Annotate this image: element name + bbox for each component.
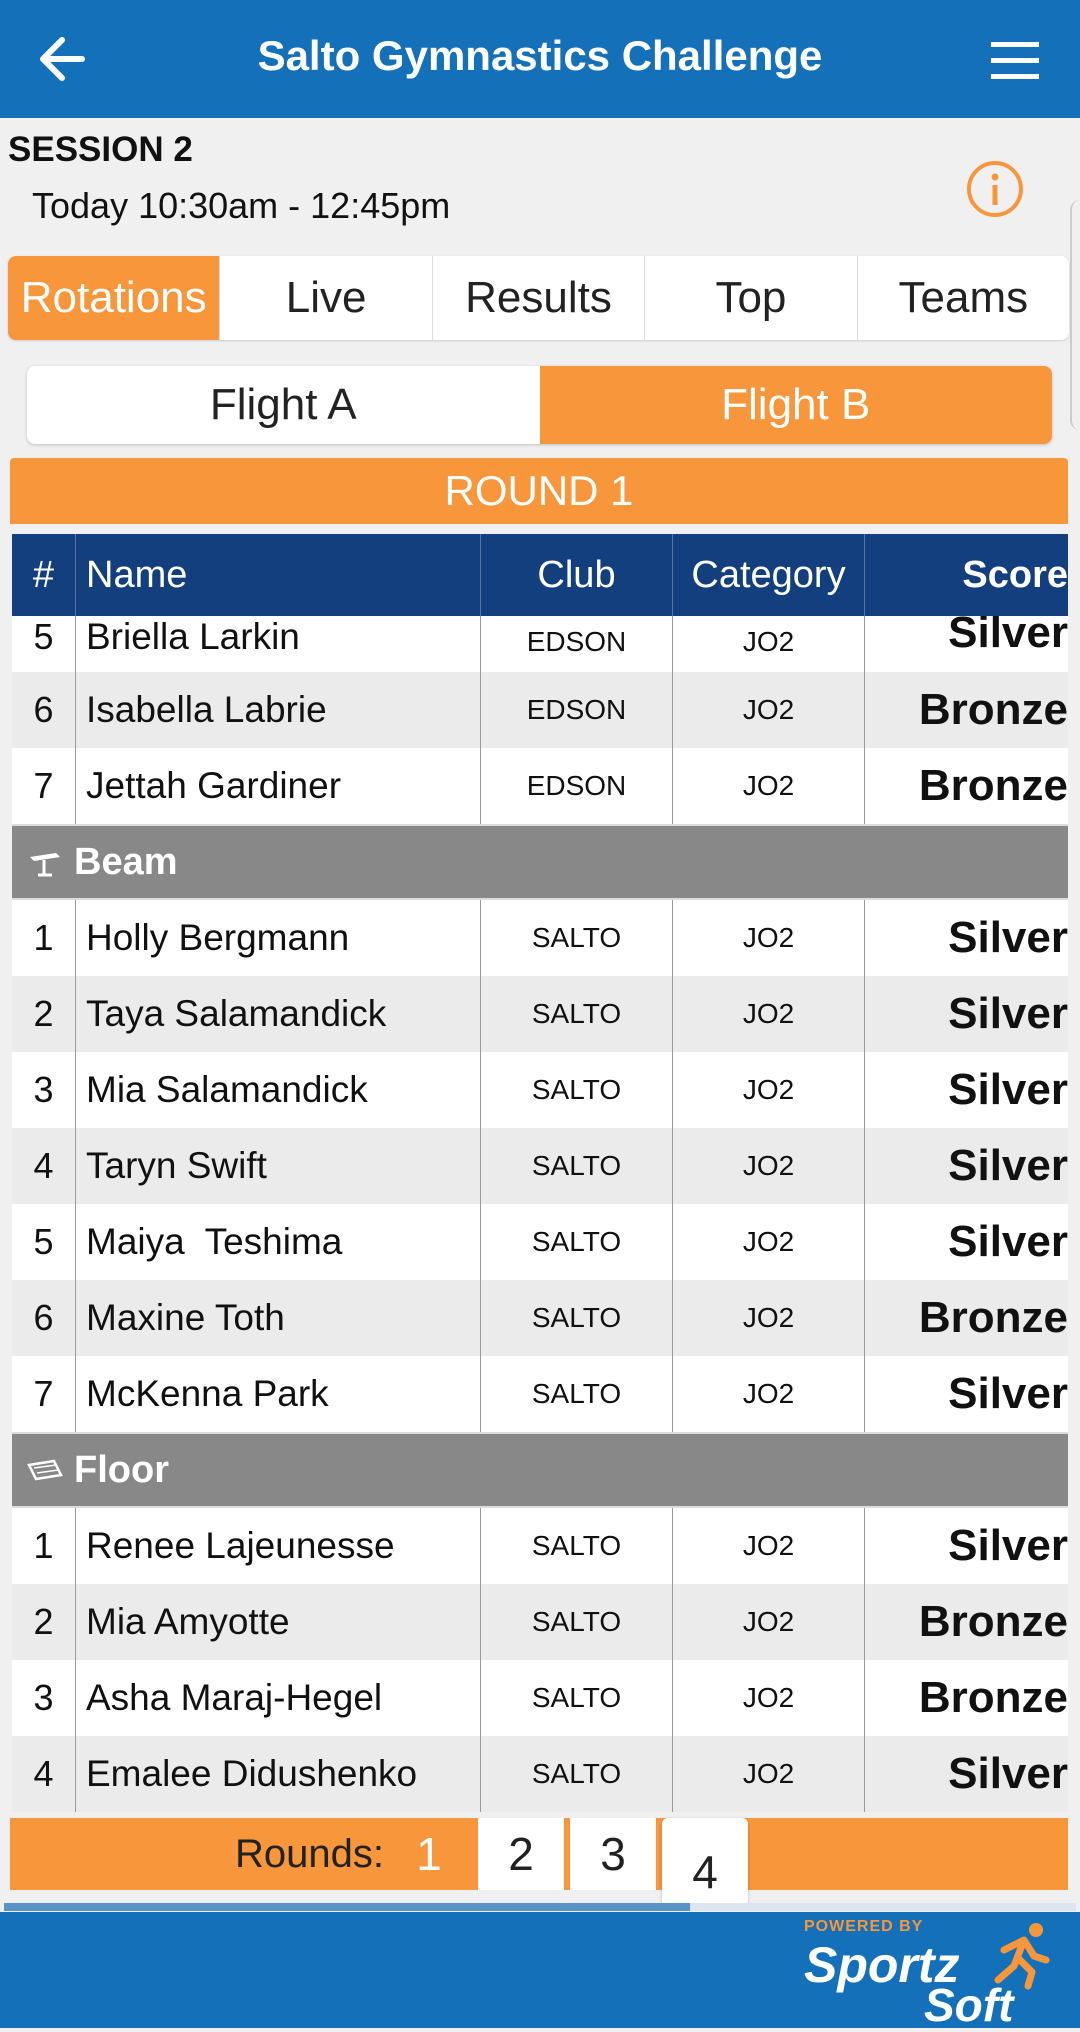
row-category: JO2: [673, 1508, 865, 1584]
row-category: JO2: [673, 1052, 865, 1128]
brand-sportz: Sportz: [804, 1937, 960, 1993]
row-category: JO2: [673, 976, 865, 1052]
row-score: Bronze: [918, 1673, 1068, 1722]
row-category: JO2: [673, 900, 865, 976]
row-score: Bronze: [918, 685, 1068, 734]
scroll-progress-fill: [4, 1903, 690, 1911]
row-club: SALTO: [481, 1660, 673, 1736]
row-name: Mia Salamandick: [76, 1052, 481, 1128]
row-club: EDSON: [481, 616, 673, 672]
row-name: Taryn Swift: [76, 1128, 481, 1204]
session-time: Today 10:30am - 12:45pm: [32, 185, 451, 226]
header-name: Name: [76, 534, 481, 616]
row-num: 2: [12, 976, 76, 1052]
row-club: SALTO: [481, 1052, 673, 1128]
row-num: 1: [12, 1508, 76, 1584]
row-category: JO2: [673, 672, 865, 748]
row-score: Silver: [948, 913, 1068, 962]
row-num: 7: [12, 1356, 76, 1432]
flight-switcher: [27, 366, 1052, 444]
row-num: 5: [12, 1204, 76, 1280]
apparatus-header-floor: [12, 1432, 1068, 1508]
table-row: [12, 1584, 1068, 1660]
table-row: [12, 1660, 1068, 1736]
row-num: 5: [12, 616, 76, 672]
row-name: Jettah Gardiner: [76, 748, 481, 824]
row-club: EDSON: [481, 672, 673, 748]
apparatus-label: Beam: [74, 840, 178, 883]
rounds-label: Rounds:: [235, 1832, 384, 1876]
row-score: Silver: [948, 1141, 1068, 1190]
row-score: Bronze: [918, 761, 1068, 810]
table-row: [12, 1508, 1068, 1584]
row-score: Silver: [948, 1369, 1068, 1418]
tab-teams[interactable]: Teams: [857, 256, 1069, 340]
scroll-progress-bar: [4, 1903, 1076, 1911]
tab-top[interactable]: Top: [644, 256, 856, 340]
row-club: SALTO: [481, 976, 673, 1052]
table-row: [12, 1280, 1068, 1356]
apparatus-header-beam: [12, 824, 1068, 900]
row-num: 7: [12, 748, 76, 824]
row-score: Silver: [948, 616, 1068, 657]
session-title: SESSION 2: [8, 130, 193, 169]
hamburger-menu-icon[interactable]: [985, 30, 1045, 90]
row-club: SALTO: [481, 1128, 673, 1204]
row-category: JO2: [673, 1660, 865, 1736]
brand-soft: Soft: [924, 1979, 1014, 2031]
row-score: Silver: [948, 989, 1068, 1038]
round-3-button[interactable]: 3: [570, 1818, 656, 1890]
row-category: JO2: [673, 748, 865, 824]
table-row: [12, 976, 1068, 1052]
row-num: 4: [12, 1128, 76, 1204]
row-score: Silver: [948, 1217, 1068, 1266]
row-club: SALTO: [481, 900, 673, 976]
row-category: JO2: [673, 1356, 865, 1432]
row-score: Silver: [948, 1749, 1068, 1798]
row-category: JO2: [673, 1280, 865, 1356]
row-name: Asha Maraj-Hegel: [76, 1660, 481, 1736]
app-bar: [0, 0, 1080, 118]
header-category: Category: [673, 534, 865, 616]
row-num: 6: [12, 672, 76, 748]
row-num: 4: [12, 1736, 76, 1812]
table-row: [12, 1736, 1068, 1812]
round-4-button[interactable]: 4: [662, 1818, 748, 1906]
row-name: Holly Bergmann: [76, 900, 481, 976]
flight-b-button[interactable]: Flight B: [540, 366, 1053, 444]
round-2-button[interactable]: 2: [478, 1818, 564, 1890]
row-category: JO2: [673, 1204, 865, 1280]
row-name: Maiya Teshima: [76, 1204, 481, 1280]
row-club: SALTO: [481, 1204, 673, 1280]
runner-icon: [984, 1920, 1054, 1990]
row-num: 6: [12, 1280, 76, 1356]
table-header: [12, 534, 1068, 616]
row-score: Silver: [948, 1521, 1068, 1570]
apparatus-label: Floor: [74, 1448, 169, 1491]
rotation-list[interactable]: [12, 616, 1068, 1812]
page-title: Salto Gymnastics Challenge: [257, 32, 823, 79]
scroll-indicator: [1070, 200, 1080, 430]
row-score: Silver: [948, 1065, 1068, 1114]
row-name: Mia Amyotte: [76, 1584, 481, 1660]
beam-icon: [26, 843, 64, 881]
row-name: Emalee Didushenko: [76, 1736, 481, 1812]
header-score: Score: [962, 554, 1068, 596]
row-category: JO2: [673, 616, 865, 672]
row-category: JO2: [673, 1584, 865, 1660]
row-club: SALTO: [481, 1280, 673, 1356]
table-row: [12, 1128, 1068, 1204]
row-name: Isabella Labrie: [76, 672, 481, 748]
tab-live[interactable]: Live: [219, 256, 431, 340]
info-circle-icon[interactable]: [964, 158, 1026, 220]
round-1-button[interactable]: 1: [386, 1818, 472, 1890]
table-row: [12, 1204, 1068, 1280]
sportzsoft-logo[interactable]: [804, 1916, 1054, 2031]
row-num: 3: [12, 1660, 76, 1736]
footer: [0, 1912, 1080, 2031]
row-category: JO2: [673, 1128, 865, 1204]
table-row: [12, 900, 1068, 976]
row-club: SALTO: [481, 1356, 673, 1432]
row-num: 3: [12, 1052, 76, 1128]
row-name: Briella Larkin: [76, 616, 481, 672]
row-name: Taya Salamandick: [76, 976, 481, 1052]
tab-rotations[interactable]: Rotations: [8, 256, 219, 340]
table-row: [12, 1356, 1068, 1432]
powered-by-label: POWERED BY: [804, 1918, 924, 1935]
flight-a-button[interactable]: Flight A: [209, 380, 357, 429]
table-row: [12, 748, 1068, 824]
round-title: ROUND 1: [10, 458, 1068, 524]
main-tabs: [8, 256, 1069, 340]
row-club: SALTO: [481, 1508, 673, 1584]
row-num: 2: [12, 1584, 76, 1660]
header-club: Club: [481, 534, 673, 616]
row-club: EDSON: [481, 748, 673, 824]
floor-icon: [26, 1451, 64, 1489]
tab-results[interactable]: Results: [432, 256, 644, 340]
row-name: Renee Lajeunesse: [76, 1508, 481, 1584]
row-num: 1: [12, 900, 76, 976]
table-row: [12, 672, 1068, 748]
header-num: #: [12, 534, 76, 616]
row-name: Maxine Toth: [76, 1280, 481, 1356]
row-club: SALTO: [481, 1736, 673, 1812]
row-score: Bronze: [918, 1293, 1068, 1342]
row-category: JO2: [673, 1736, 865, 1812]
row-score: Bronze: [918, 1597, 1068, 1646]
table-row: [12, 1052, 1068, 1128]
table-row: [12, 616, 1068, 672]
row-club: SALTO: [481, 1584, 673, 1660]
rounds-pager: [10, 1818, 1068, 1898]
row-name: McKenna Park: [76, 1356, 481, 1432]
